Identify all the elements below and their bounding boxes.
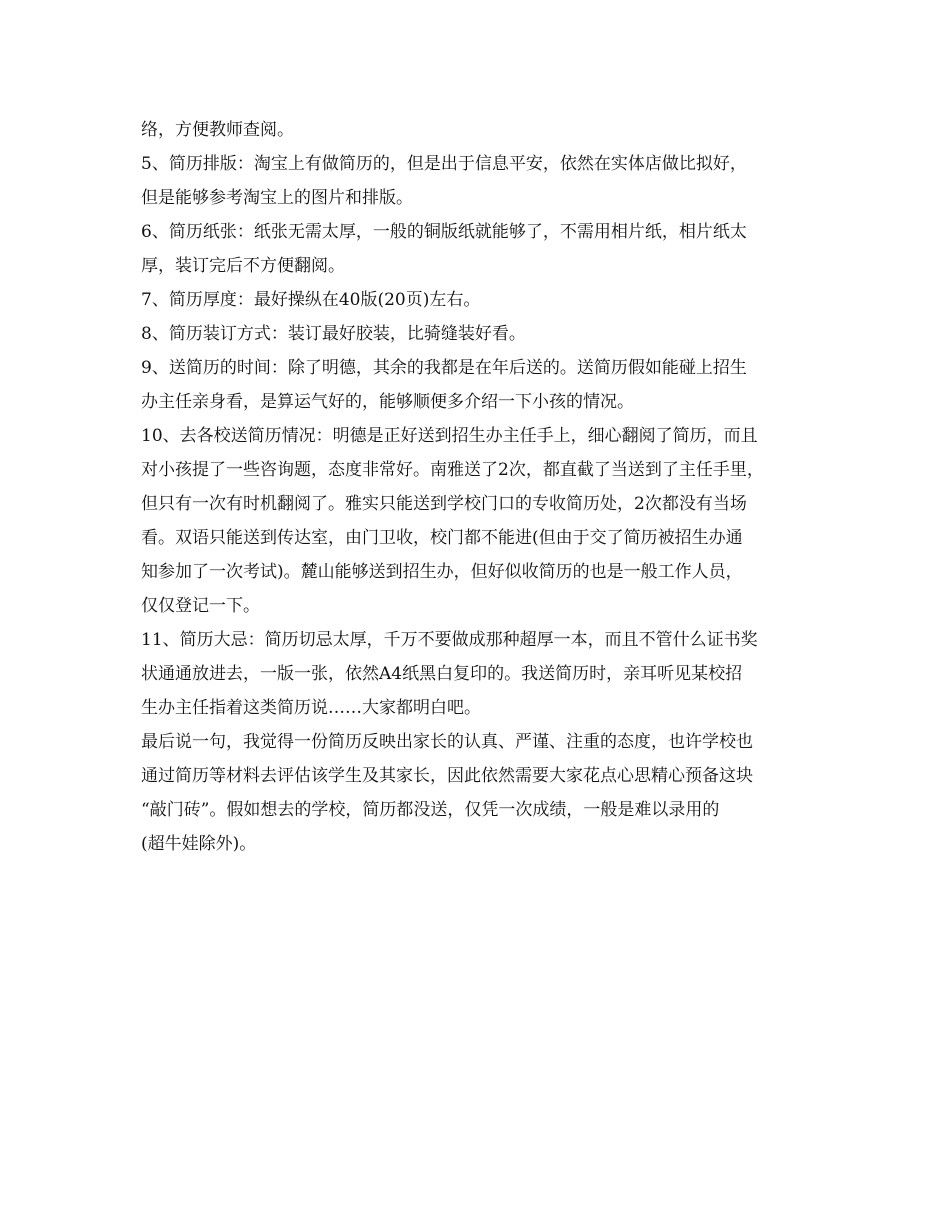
text-line: 看。双语只能送到传达室，由门卫收，校门都不能进(但由于交了简历被招生办通 (141, 528, 743, 548)
text-line: 5、简历排版：淘宝上有做简历的，但是出于信息平安，依然在实体店做比拟好， (141, 154, 747, 174)
text-line: 10、去各校送简历情况：明德是正好送到招生办主任手上，细心翻阅了简历，而且 (141, 426, 758, 446)
text-line: 厚，装订完后不方便翻阅。 (141, 256, 345, 276)
text-line: 对小孩提了一些咨询题，态度非常好。南雅送了2次，都直截了当送到了主任手里， (141, 460, 764, 480)
text-line: 但只有一次有时机翻阅了。雅实只能送到学校门口的专收简历处，2次都没有当场 (141, 494, 747, 514)
text-line: 办主任亲身看，是算运气好的，能够顺便多介绍一下小孩的情况。 (141, 392, 634, 412)
text-line: 生办主任指着这类简历说……大家都明白吧。 (141, 698, 481, 718)
text-line: 状通通放进去，一版一张，依然A4纸黑白复印的。我送简历时，亲耳听见某校招 (141, 664, 743, 684)
text-line: 9、送简历的时间：除了明德，其余的我都是在年后送的。送简历假如能碰上招生 (141, 358, 747, 378)
text-line: (超牛娃除外)。 (141, 834, 257, 854)
document-body (141, 113, 821, 861)
text-line: 7、简历厚度：最好操纵在40版(20页)左右。 (141, 290, 481, 310)
text-line: 络，方便教师查阅。 (141, 120, 294, 140)
text-line: 但是能够参考淘宝上的图片和排版。 (141, 188, 413, 208)
text-line: 8、简历装订方式：装订最好胶装，比骑缝装好看。 (141, 324, 526, 344)
text-line: 最后说一句，我觉得一份简历反映出家长的认真、严谨、注重的态度，也许学校也 (141, 732, 753, 752)
text-line: 知参加了一次考试)。麓山能够送到招生办，但好似收简历的也是一般工作人员， (141, 562, 743, 582)
text-line: 6、简历纸张：纸张无需太厚，一般的铜版纸就能够了，不需用相片纸，相片纸太 (141, 222, 747, 242)
text-line: 通过简历等材料去评估该学生及其家长，因此依然需要大家花点心思精心预备这块 (141, 766, 753, 786)
text-line: “敲门砖”。假如想去的学校，简历都没送，仅凭一次成绩，一般是难以录用的 (141, 800, 720, 820)
text-line: 仅仅登记一下。 (141, 596, 260, 616)
text-line: 11、简历大忌：简历切忌太厚，千万不要做成那种超厚一本，而且不管什么证书奖 (141, 630, 758, 650)
